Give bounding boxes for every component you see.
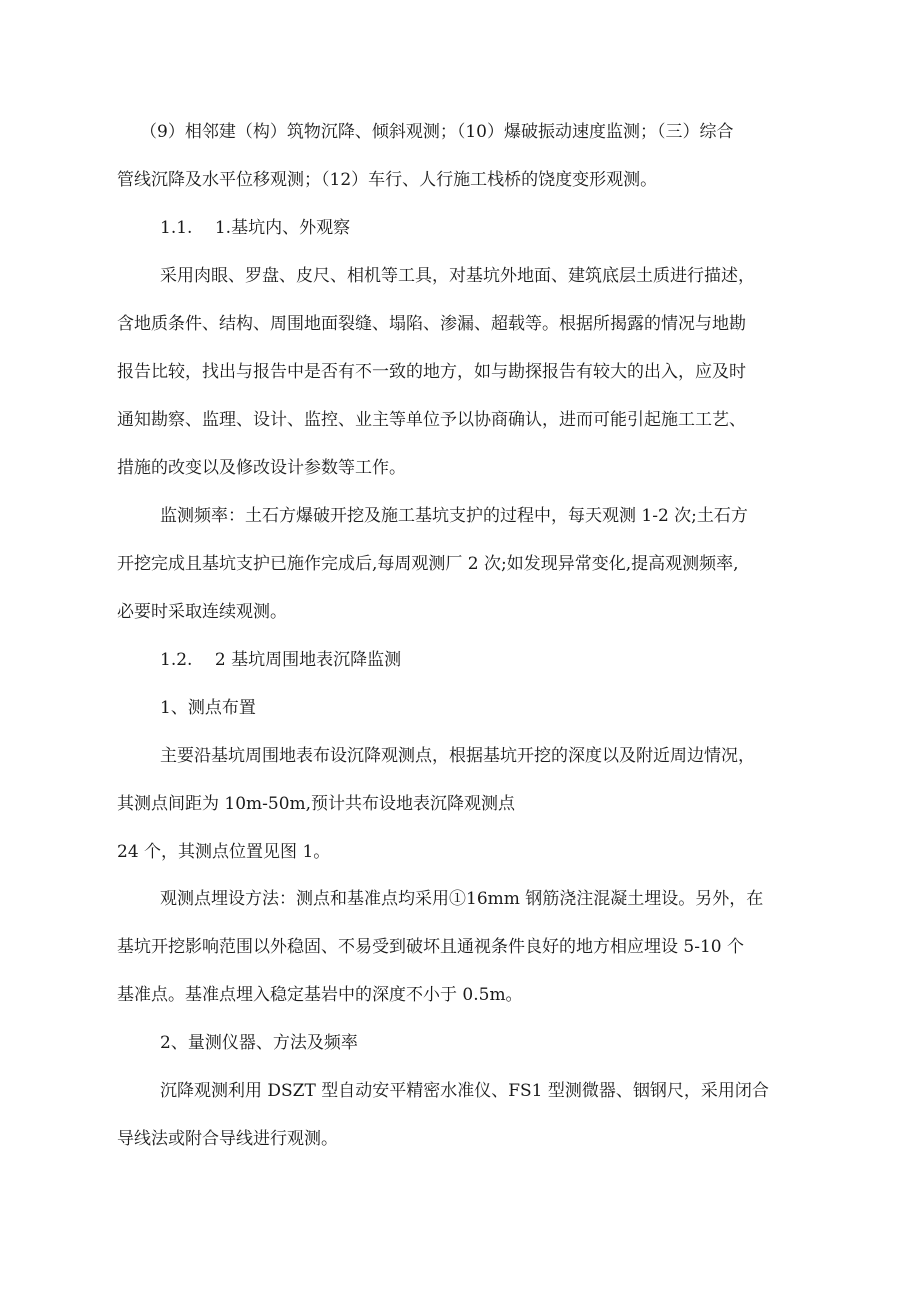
section-heading: 1.2. 2 基坑周围地表沉降监测	[160, 650, 402, 670]
paragraph-line: 其测点间距为 10m-50m,预计共布设地表沉降观测点	[117, 794, 516, 814]
paragraph-line: 开挖完成且基坑支护已施作完成后,每周观测厂 2 次;如发现异常变化,提高观测频率,	[117, 554, 739, 574]
paragraph-line: 观测点埋设方法：测点和基准点均采用①16mm 钢筋浇注混凝土埋设。另外，在	[160, 889, 764, 909]
paragraph-line: 主要沿基坑周围地表布设沉降观测点，根据基坑开挖的深度以及附近周边情况，	[160, 746, 755, 766]
paragraph-line: 采用肉眼、罗盘、皮尺、相机等工具，对基坑外地面、建筑底层土质进行描述，	[160, 266, 755, 286]
paragraph-line: 报告比较，找出与报告中是否有不一致的地方，如与勘探报告有较大的出入，应及时	[117, 362, 746, 382]
paragraph-line: 通知勘察、监理、设计、监控、业主等单位予以协商确认，进而可能引起施工工艺、	[117, 410, 746, 430]
paragraph-line: 导线法或附合导线进行观测。	[117, 1129, 338, 1149]
paragraph-line: 必要时采取连续观测。	[117, 602, 287, 622]
paragraph-line: （9）相邻建（构）筑物沉降、倾斜观测；（10）爆破振动速度监测；（三）综合	[140, 122, 734, 142]
paragraph-line: 24 个，其测点位置见图 1。	[117, 842, 331, 862]
paragraph-line: 措施的改变以及修改设计参数等工作。	[117, 458, 406, 478]
paragraph-line: 含地质条件、结构、周围地面裂缝、塌陷、渗漏、超载等。根据所揭露的情况与地勘	[117, 314, 746, 334]
subsection-heading: 1、测点布置	[160, 698, 256, 718]
paragraph-line: 管线沉降及水平位移观测；（12）车行、人行施工栈桥的饶度变形观测。	[117, 170, 658, 190]
section-heading: 1.1. 1.基坑内、外观察	[160, 218, 351, 238]
paragraph-line: 沉降观测利用 DSZT 型自动安平精密水准仪、FS1 型测微器、铟钢尺，采用闭合	[160, 1081, 769, 1101]
subsection-heading: 2、量测仪器、方法及频率	[160, 1033, 358, 1053]
paragraph-line: 基坑开挖影响范围以外稳固、不易受到破坏且通视条件良好的地方相应埋设 5-10 个	[117, 937, 744, 957]
paragraph-line: 监测频率：土石方爆破开挖及施工基坑支护的过程中，每天观测 1-2 次;土石方	[160, 506, 748, 526]
paragraph-line: 基准点。基准点埋入稳定基岩中的深度不小于 0.5m。	[117, 985, 523, 1005]
